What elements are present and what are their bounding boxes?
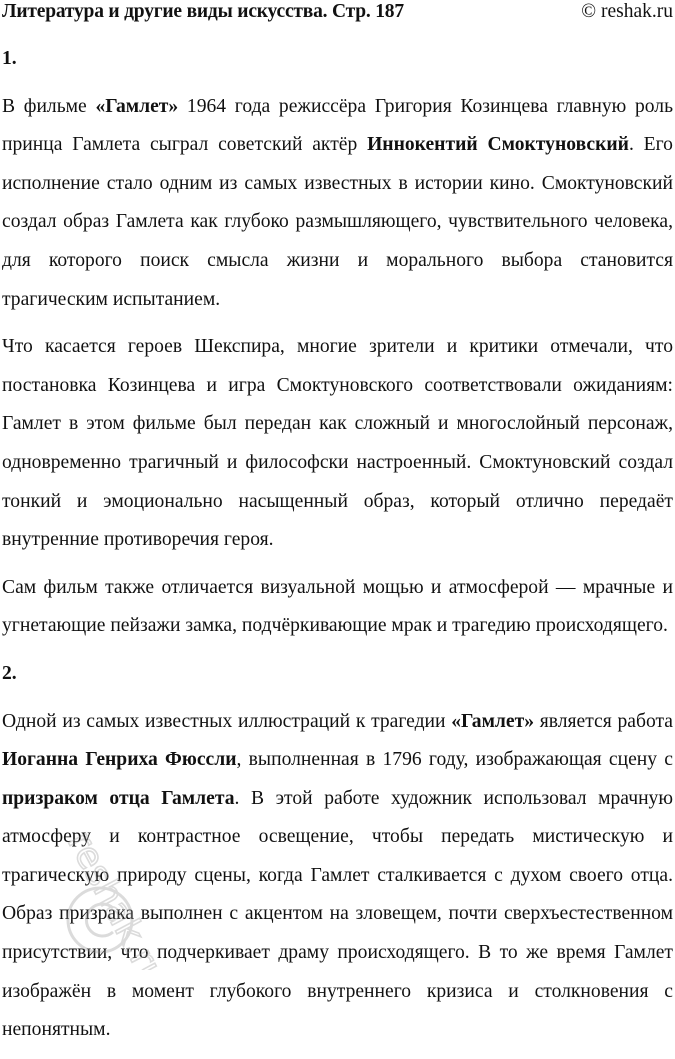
section-number: 2. [2,662,17,684]
section-1 [2,40,673,646]
paragraph [2,569,673,646]
text-run: . В этой работе художник использовал мрачную атмосферу и контрастное освещение, чтобы передать мистическую и трагическую природу сцены, когда Гамлет сталкивается с духом своего отца. Образ призрака выполнен с акцентом на зловещем, почти сверхъестественном присутствии, что подчеркивает драму происходящего. В то же время Гамлет изображён в момент глубокого внутреннего кризиса и столкновения с непонятным. [2,787,673,1041]
bold-ghost-subject: призраком отца Гамлета [2,787,235,809]
paragraph [2,328,673,560]
paragraph [2,703,673,1050]
bold-film-title: «Гамлет» [95,95,179,117]
text-run: 1964 года режиссёра Григория Козинцева главную роль принца Гамлета сыграл советский актёр [2,95,674,156]
paragraph [2,88,673,320]
watermark-text: reshak.ru [59,824,175,970]
text-run: Сам фильм также отличается визуальной мощью и атмосферой — мрачные и угнетающие пейзажи замка, подчёркивающие мрак и трагедию происходящего. [2,576,673,637]
text-run: , выполненная в 1796 году, изображающая сцену с [236,749,673,771]
bold-actor-name: Иннокентий Смоктуновский [367,134,629,156]
section-2 [2,655,673,1050]
text-run: В фильме [2,95,96,117]
bold-play-title: «Гамлет» [451,710,535,732]
copyright-label: © reshak.ru [581,1,673,22]
text-run: является работа [534,710,673,732]
text-run: . Его исполнение стало одним из самых известных в истории кино. Смоктуновский создал образ Гамлета как глубоко размышляющего, чувствительного человека, для которого поиск смысла жизни и морального выбора становится трагическим испытанием. [2,134,673,310]
section-number: 1. [2,48,17,69]
text-run: Одной из самых известных иллюстраций к трагедии [2,710,452,732]
document-body [2,40,673,1059]
page-header [2,0,673,26]
page-title: Литература и другие виды искусства. Стр. 187 [2,1,404,22]
text-run: Что касается героев Шекспира, многие зрители и критики отмечали, что постановка Козинцева и игра Смоктуновского соответствовали ожиданиям: Гамлет в этом фильме был передан как сложный и многослойный персонаж, одновременно трагичный и философски настроенный. Смоктуновский создал тонкий и эмоционально насыщенный образ, который отлично передаёт внутренние противоречия героя. [2,336,673,551]
bold-artist-name: Иоганна Генриха Фюссли [2,749,237,771]
